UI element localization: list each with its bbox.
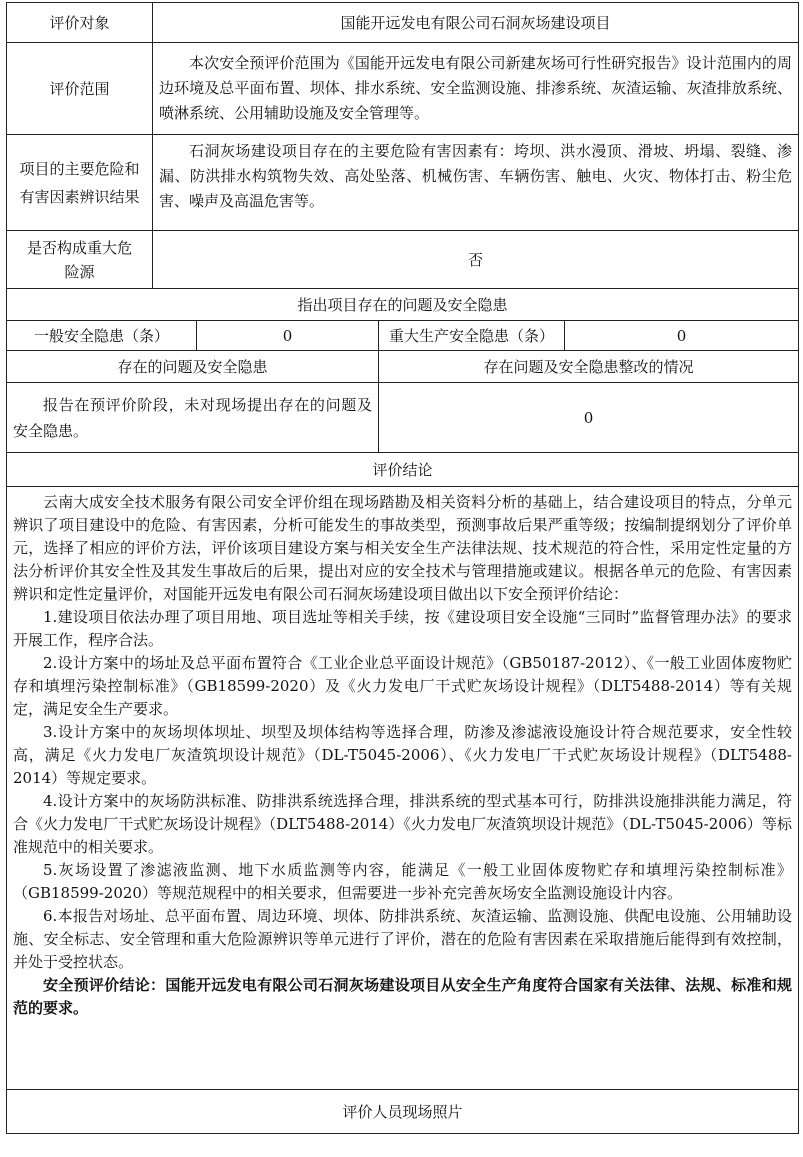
major-hazard-value: 否 — [153, 231, 799, 289]
row-hazards — [7, 135, 799, 231]
scope-value: 本次安全预评价范围为《国能开远发电有限公司新建灰场可行性研究报告》设计范围内的周边环境及总平面布置、坝体、排水系统、安全监测设施、排渗系统、灰渣运输、灰渣排放系统、喷淋系统、公用辅助设施及安全管理等。 — [153, 43, 799, 135]
row-object — [7, 3, 799, 43]
row-major-hazard — [7, 231, 799, 289]
conclusion-item-4: 4.设计方案中的灰场防洪标准、防排洪系统选择合理，排洪系统的型式基本可行，防排洪设施排洪能力满足，符合《火力发电厂干式贮灰场设计规程》（DLT5488-2014）《火力发电厂灰渣筑坝设计规范》（DL-T5045-2006）等标准规范中的相关要求。 — [13, 792, 793, 856]
major-hazard-label: 是否构成重大危险源 — [7, 231, 153, 289]
scope-label: 评价范围 — [7, 43, 153, 135]
general-count-label: 一般安全隐患（条） — [7, 321, 197, 351]
object-value: 国能开远发电有限公司石洞灰场建设项目 — [153, 3, 799, 43]
row-counts — [7, 321, 799, 351]
photos-header: 评价人员现场照片 — [7, 1090, 799, 1134]
hazards-label: 项目的主要危险和有害因素辨识结果 — [7, 135, 153, 231]
row-issues-content — [7, 383, 799, 453]
major-count-label: 重大生产安全隐患（条） — [379, 321, 565, 351]
major-count-value: 0 — [565, 321, 799, 351]
issues-row-right: 0 — [379, 383, 799, 453]
object-label: 评价对象 — [7, 3, 153, 43]
evaluation-table — [6, 2, 799, 1134]
conclusion-intro: 云南大成安全技术服务有限公司安全评价组在现场踏勘及相关资料分析的基础上，结合建设项目的特点，分单元辨识了项目建设中的危险、有害因素，分析可能发生的事故类型，预测事故后果严重等级；按编制提纲划分了评价单元，选择了相应的评价方法，评价该项目建设方案与相关安全生产法律法规、技术规范的符合性，采用定性定量的方法分析评价其安全性及其发生事故后的后果，提出对应的安全技术与管理措施或建议。根据各单元的危险、有害因素辨识和定性定量评价，对国能开远发电有限公司石洞灰场建设项目做出以下安全预评价结论： — [13, 493, 793, 603]
issues-col-left: 存在的问题及安全隐患 — [7, 351, 379, 383]
conclusion-item-3: 3.设计方案中的灰场坝体坝址、坝型及坝体结构等选择合理，防渗及渗滤液设施设计符合规范要求，安全性较高，满足《火力发电厂灰渣筑坝设计规范》（DL-T5045-2006）、《火力发电厂干式贮灰场设计规程》（DLT5488-2014）等规定要求。 — [13, 723, 793, 787]
conclusion-header: 评价结论 — [7, 453, 799, 487]
issues-row-left: 报告在预评价阶段，未对现场提出存在的问题及安全隐患。 — [7, 383, 379, 453]
conclusion-item-5: 5.灰场设置了渗滤液监测、地下水质监测等内容，能满足《一般工业固体废物贮存和填埋污染控制标准》（GB18599-2020）等规范规程中的相关要求，但需要进一步补充完善灰场安全监测设施设计内容。 — [13, 861, 793, 902]
issues-header: 指出项目存在的问题及安全隐患 — [7, 289, 799, 321]
row-conclusion-header — [7, 453, 799, 487]
row-scope — [7, 43, 799, 135]
conclusion-item-6: 6.本报告对场址、总平面布置、周边环境、坝体、防排洪系统、灰渣运输、监测设施、供配电设施、公用辅助设施、安全标志、安全管理和重大危险源辨识等单元进行了评价，潜在的危险有害因素在采取措施后能得到有效控制，并处于受控状态。 — [13, 907, 793, 971]
conclusion-item-1: 1.建设项目依法办理了项目用地、项目选址等相关手续，按《建设项目安全设施“三同时”监督管理办法》的要求开展工作，程序合法。 — [13, 608, 793, 649]
conclusion-item-2: 2.设计方案中的场址及总平面布置符合《工业企业总平面设计规范》（GB50187-2012）、《一般工业固体废物贮存和填埋污染控制标准》（GB18599-2020）及《火力发电厂干式贮灰场设计规程》（DLT5488-2014）等有关规定，满足安全生产要求。 — [13, 654, 793, 718]
general-count-value: 0 — [197, 321, 379, 351]
conclusion-body — [7, 487, 799, 1090]
hazards-value: 石洞灰场建设项目存在的主要危险有害因素有：垮坝、洪水漫顶、滑坡、坍塌、裂缝、渗漏、防洪排水构筑物失效、高处坠落、机械伤害、车辆伤害、触电、火灾、物体打击、粉尘危害、噪声及高温危害等。 — [153, 135, 799, 231]
row-issues-cols — [7, 351, 799, 383]
row-photos-header — [7, 1090, 799, 1134]
conclusion-final: 安全预评价结论：国能开远发电有限公司石洞灰场建设项目从安全生产角度符合国家有关法律、法规、标准和规范的要求。 — [13, 976, 793, 1017]
row-issues-header — [7, 289, 799, 321]
row-conclusion-body — [7, 487, 799, 1090]
issues-col-right: 存在问题及安全隐患整改的情况 — [379, 351, 799, 383]
